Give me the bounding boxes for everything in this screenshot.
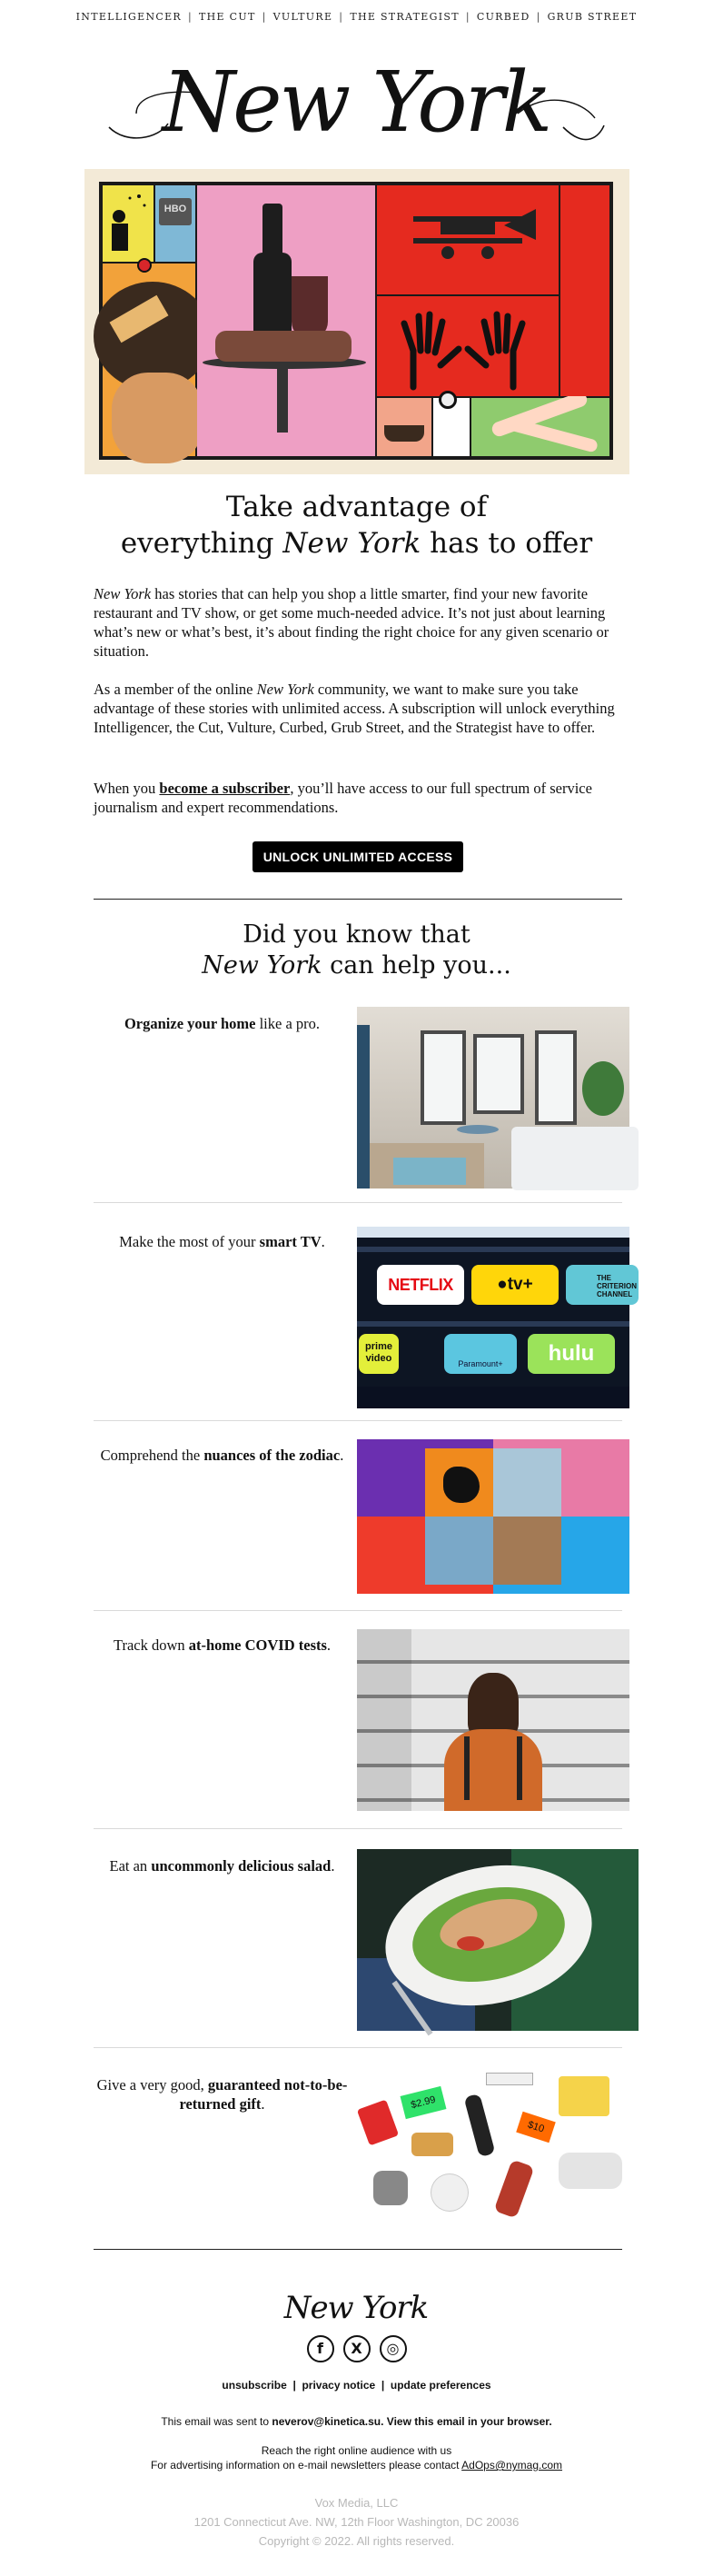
copyright: Copyright © 2022. All rights reserved. — [258, 2534, 455, 2548]
panel-side-red — [560, 185, 609, 396]
panel-tv — [155, 185, 195, 262]
bathtub-icon — [384, 425, 424, 442]
nav-the-cut[interactable]: THE CUT — [199, 11, 256, 23]
did-you-know-title: Did you know that New York can help you... — [202, 920, 511, 980]
company-address: 1201 Connecticut Ave. NW, 12th Floor Washington, DC 20036 — [193, 2515, 520, 2529]
nav-the-strategist[interactable]: THE STRATEGIST — [350, 11, 460, 23]
instagram-icon[interactable]: ◎ — [380, 2335, 407, 2362]
panel-wine — [197, 185, 375, 456]
divider — [94, 1610, 622, 1611]
zodiac-image[interactable] — [357, 1439, 629, 1594]
privacy-notice-link[interactable]: privacy notice — [302, 2379, 376, 2392]
feature-zodiac[interactable]: Comprehend the nuances of the zodiac. — [100, 1447, 344, 1464]
panel-hands — [377, 296, 559, 396]
red-dot-icon — [137, 258, 152, 273]
home-interior-image[interactable] — [357, 1007, 629, 1189]
zodiac-circle-icon — [425, 1448, 561, 1585]
person-icon — [468, 1673, 519, 1736]
red-bag-icon — [357, 2099, 399, 2145]
new-york-logo — [0, 2289, 713, 2327]
shaver-icon — [464, 2094, 496, 2157]
feature-covid-tests[interactable]: Track down at-home COVID tests. — [113, 1636, 332, 1654]
intro-paragraph-3: When you become a subscriber, you’ll have access to our full spectrum of service journalism and expert recommendations. — [94, 780, 592, 816]
intro-title: Take advantage of everything New York has to offer — [120, 491, 593, 560]
netflix-tile: NETFLIX — [377, 1265, 464, 1305]
intro-paragraph-2: As a member of the online New York community, we want to make sure you take advantage of these stories with unlimited access. A subscription will unlock everything Intelligencer, the Cut, Vulture, Curbed, Grub Street, and the Strategist have to offer. — [94, 681, 615, 736]
unsubscribe-link[interactable]: unsubscribe — [222, 2379, 287, 2392]
salad-image[interactable] — [357, 1849, 629, 2031]
divider — [94, 1202, 622, 1203]
panel-hair — [103, 264, 195, 456]
sent-notice: This email was sent to neverov@kinetica.su. View this email in your browser. — [161, 2415, 552, 2428]
nav-intelligencer[interactable]: INTELLIGENCER — [75, 11, 183, 23]
panel-green — [471, 398, 609, 456]
divider — [94, 2249, 622, 2250]
divider — [94, 2047, 622, 2048]
hulu-tile: hulu — [528, 1334, 615, 1374]
hero-illustration[interactable] — [84, 169, 629, 474]
feature-smart-tv[interactable]: Make the most of your smart TV. — [119, 1233, 325, 1250]
egg-icon — [431, 2174, 468, 2211]
apple-icon: ● — [497, 1275, 508, 1294]
hbo-badge: HBO — [163, 204, 187, 214]
bottle-icon — [494, 2159, 535, 2218]
vase-icon — [373, 2171, 408, 2205]
footer-logo-text: New York — [283, 2290, 429, 2326]
nav-vulture[interactable]: VULTURE — [272, 11, 333, 23]
facebook-icon[interactable]: f — [307, 2335, 334, 2362]
empty-shelves-image[interactable] — [357, 1629, 629, 1811]
update-preferences-link[interactable]: update preferences — [390, 2379, 491, 2392]
eye-icon — [439, 391, 457, 409]
window-icon — [421, 1030, 466, 1125]
panel-plane — [377, 185, 559, 294]
divider — [94, 899, 622, 900]
panel-bath — [377, 398, 431, 456]
feature-organize-home[interactable]: Organize your home like a pro. — [124, 1015, 321, 1032]
gifts-image[interactable] — [357, 2067, 629, 2223]
tube-icon — [486, 2073, 533, 2085]
paramount-tile: Paramount+ — [444, 1334, 517, 1374]
nav-grub-street[interactable]: GRUB STREET — [547, 11, 638, 23]
feature-gift[interactable]: Give a very good, guaranteed not-to-be-returned gift. — [96, 2076, 348, 2113]
bed-icon — [511, 1127, 639, 1190]
intro-paragraph-1: New York has stories that can help you shop a little smarter, find your new favorite restaurant and TV show, or get some much-needed advice. It’s not just about learning what’s new or what’s best, it’s about finding the right choice for any given scenario or situation. — [94, 585, 609, 660]
recipient-email: neverov@kinetica.su — [272, 2415, 381, 2428]
criterion-tile: THE CRITERION CHANNEL — [566, 1265, 639, 1305]
box-icon — [559, 2076, 609, 2116]
panel-stars — [103, 185, 153, 262]
feature-salad[interactable]: Eat an uncommonly delicious salad. — [109, 1857, 335, 1875]
leopard-pouch-icon — [411, 2133, 453, 2156]
panel-mid — [433, 398, 470, 456]
footer-links: unsubscribe | privacy notice | update preferences — [222, 2379, 491, 2392]
top-nav: INTELLIGENCER | THE CUT | VULTURE | THE STRATEGIST | CURBED | GRUB STREET — [75, 11, 638, 23]
divider — [94, 1828, 622, 1829]
table-icon — [457, 1125, 499, 1134]
view-in-browser-link[interactable]: . View this email in your browser. — [381, 2415, 552, 2428]
social-icons — [0, 2335, 713, 2366]
sock-icon — [559, 2153, 622, 2189]
person-silhouette-icon — [103, 185, 153, 262]
wine-bottle-icon — [262, 204, 282, 258]
hands-icon — [377, 296, 559, 396]
company-name: Vox Media, LLC — [314, 2496, 399, 2510]
streaming-apps-image[interactable] — [357, 1227, 637, 1408]
apple-tv-tile: ●tv+ — [471, 1265, 559, 1305]
nav-curbed[interactable]: CURBED — [476, 11, 530, 23]
green-tag: $2.99 — [401, 2086, 447, 2119]
new-york-logo — [0, 36, 713, 164]
logo-text: New York — [162, 54, 550, 151]
plane-icon — [377, 185, 559, 294]
unlock-access-button[interactable]: UNLOCK UNLIMITED ACCESS — [253, 841, 463, 872]
x-icon[interactable]: X — [343, 2335, 371, 2362]
hero-collage — [99, 182, 613, 460]
divider — [94, 1420, 622, 1421]
adops-email-link[interactable]: AdOps@nymag.com — [461, 2459, 563, 2472]
footer-logo[interactable] — [0, 2289, 713, 2327]
orange-tag: $10 — [516, 2112, 556, 2143]
masthead-logo[interactable] — [0, 36, 713, 164]
advertising-notice: Reach the right online audience with us For advertising information on e-mail newsletters please contact AdOps@nymag.com — [150, 2444, 563, 2472]
become-subscriber-link[interactable]: become a subscriber — [159, 780, 291, 797]
plant-icon — [582, 1061, 624, 1116]
prime-video-tile: prime video — [359, 1334, 399, 1374]
company-info — [0, 2493, 713, 2551]
